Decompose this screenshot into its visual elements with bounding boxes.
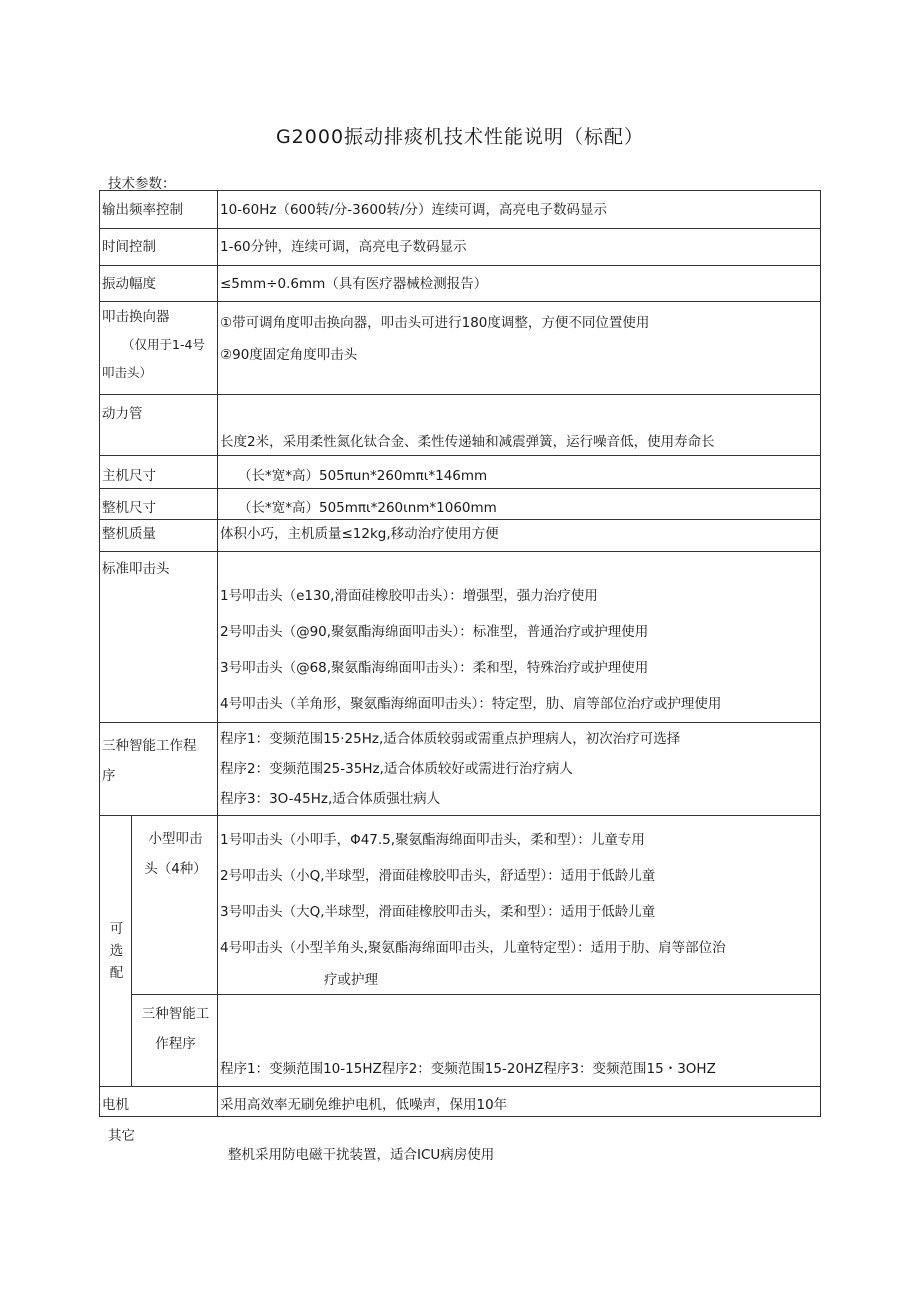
row-value: ①带可调角度叩击换向器，叩击头可进行180度调整，方便不同位置使用 ②90度固定角度叩击头 — [218, 302, 821, 395]
table-row — [100, 995, 821, 1087]
table-row — [100, 456, 821, 489]
table-row — [100, 552, 821, 723]
row-value: 长度2米，采用柔性氮化钛合金、柔性传递轴和减震弹簧，运行噪音低，使用寿命长 — [218, 395, 821, 456]
table-row — [100, 489, 821, 520]
list-item: 程序2：变频范围25-35Hz,适合体质较好或需进行治疗病人 — [220, 761, 573, 777]
row-label: 电机 — [100, 1087, 218, 1117]
row-label: 整机尺寸 — [100, 489, 218, 520]
table-row — [100, 1087, 821, 1117]
row-value: 体积小巧，主机质量≤12kg,移动治疗使用方便 — [218, 520, 821, 552]
list-item: 2号叩击头（@90,聚氨酯海绵面叩击头）：标准型，普通治疗或护理使用 — [220, 624, 649, 640]
row-value: ≤5mm÷0.6mm（具有医疗器械检测报告） — [218, 266, 821, 302]
row-label: 标准叩击头 — [100, 552, 218, 723]
row-value: 程序1：变频范围10-15HZ程序2：变频范围15-20HZ程序3：变频范围15・3OHZ — [218, 995, 821, 1087]
row-value: 1号叩击头（小叩手，Φ47.5,聚氨酯海绵面叩击头，柔和型）：儿童专用 2号叩击头（小Q,半球型，滑面硅橡胶叩击头，舒适型）：适用于低龄儿童 3号叩击头（大Q,半球型，滑面硅橡胶叩击头，柔和型）：适用于低龄儿童 4号叩击头（小型羊角头,聚氨酯海绵面叩击头，儿童特定型）：适用于肋、肩等部位治 疗或护理 — [218, 816, 821, 995]
list-item: 3号叩击头（@68,聚氨酯海绵面叩击头）：柔和型，特殊治疗或护理使用 — [220, 660, 649, 676]
row-label: 整机质量 — [100, 520, 218, 552]
row-label: 三种智能工 作程序 — [132, 995, 218, 1087]
row-value — [218, 723, 821, 816]
list-item: 程序1：变频范围15·25Hz,适合体质较弱或需重点护理病人，初次治疗可选择 — [220, 731, 681, 747]
other-label: 其它 — [108, 1128, 135, 1144]
table-row — [100, 395, 821, 456]
section-subtitle: 技术参数： — [108, 176, 176, 192]
other-text: 整机采用防电磁干扰装置，适合ICU病房使用 — [228, 1147, 495, 1163]
row-value: （长*宽*高）505πun*260mπι*146mm — [218, 456, 821, 489]
table-row — [100, 191, 821, 229]
row-label: 振动幅度 — [100, 266, 218, 302]
row-label: 小型叩击 头（4种） — [132, 816, 218, 995]
list-item: 4号叩击头（小型羊角头,聚氨酯海绵面叩击头，儿童特定型）：适用于肋、肩等部位治 — [220, 940, 726, 956]
list-item: 4号叩击头（羊角形，聚氨酯海绵面叩击头）：特定型，肋、肩等部位治疗或护理使用 — [220, 696, 722, 712]
row-label: 三种智能工作程 序 — [100, 723, 218, 816]
row-label: 输出频率控制 — [100, 191, 218, 229]
row-label: 时间控制 — [100, 229, 218, 266]
row-label: 主机尺寸 — [100, 456, 218, 489]
table-row — [100, 520, 821, 552]
row-value: （长*宽*高）505mπι*260ιnm*1060mm — [218, 489, 821, 520]
table-row — [100, 302, 821, 395]
list-item: 2号叩击头（小Q,半球型，滑面硅橡胶叩击头，舒适型）：适用于低龄儿童 — [220, 868, 656, 884]
row-value: 采用高效率无刷免维护电机，低噪声，保用10年 — [218, 1087, 821, 1117]
table-row — [100, 723, 821, 816]
row-value — [218, 552, 821, 723]
list-item: 1号叩击头（小叩手，Φ47.5,聚氨酯海绵面叩击头，柔和型）：儿童专用 — [220, 832, 645, 848]
spec-table — [99, 190, 821, 1117]
optional-group-label: 可 选 配 — [100, 816, 132, 1087]
page-title: G2000振动排痰机技术性能说明（标配） — [275, 126, 645, 148]
table-row — [100, 816, 821, 995]
list-item: 1号叩击头（e130,滑面硅橡胶叩击头）：增强型，强力治疗使用 — [220, 588, 598, 604]
table-row — [100, 229, 821, 266]
row-label: 叩击换向器 （仅用于1-4号 叩击头） — [100, 302, 218, 395]
list-item: 3号叩击头（大Q,半球型，滑面硅橡胶叩击头，柔和型）：适用于低龄儿童 — [220, 904, 656, 920]
row-label: 动力管 — [100, 395, 218, 456]
row-value: 1-60分钟，连续可调，高亮电子数码显示 — [218, 229, 821, 266]
table-row — [100, 266, 821, 302]
list-item: 程序3：3O-45Hz,适合体质强壮病人 — [220, 791, 441, 807]
row-value: 10-60Hz（600转/分-3600转/分）连续可调，高亮电子数码显示 — [218, 191, 821, 229]
